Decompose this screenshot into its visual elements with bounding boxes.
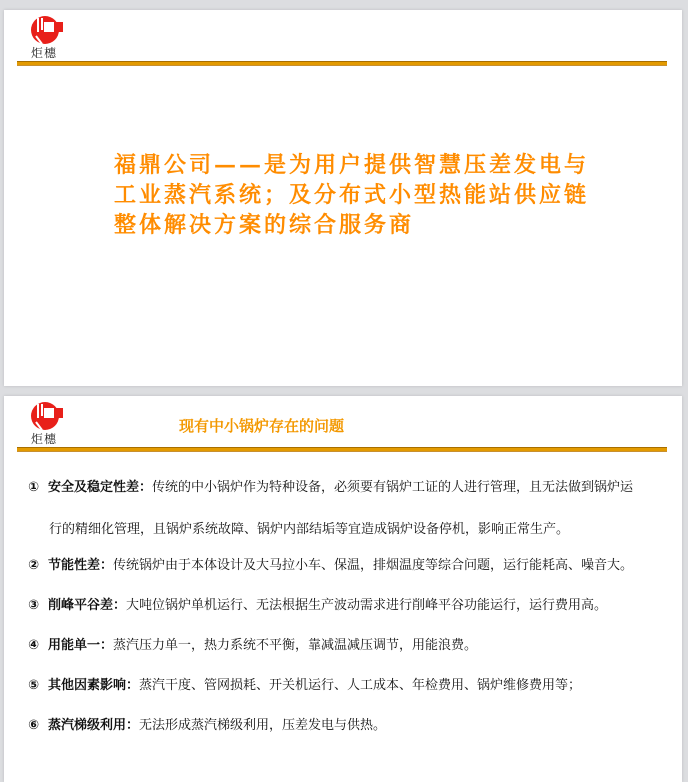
item-label: 蒸汽梯级利用： <box>48 718 140 733</box>
problem-item <box>28 480 668 496</box>
logo-text: 炬橞 <box>31 432 58 446</box>
item-label: 安全及稳定性差： <box>48 480 153 495</box>
slide-1 <box>4 10 682 386</box>
problem-item <box>28 718 668 734</box>
item-text: 大吨位锅炉单机运行、无法根据生产波动需求进行削峰平谷功能运行，运行费用高。 <box>126 598 608 613</box>
item-number: ③ <box>28 598 40 613</box>
item-number: ⑤ <box>28 678 40 693</box>
item-text: 无法形成蒸汽梯级利用，压差发电与供热。 <box>139 718 387 733</box>
company-logo <box>30 14 70 46</box>
item-label: 其他因素影响： <box>48 678 140 693</box>
problem-item <box>28 678 668 694</box>
slide-title: 现有中小锅炉存在的问题 <box>179 417 345 435</box>
problem-item <box>28 638 668 654</box>
problem-item <box>28 598 668 614</box>
problem-item <box>28 558 668 574</box>
item-text: 蒸汽干度、管网损耗、开关机运行、人工成本、年检费用、锅炉维修费用等； <box>139 678 582 693</box>
item-text: 传统的中小锅炉作为特种设备，必须要有锅炉工证的人进行管理，且无法做到锅炉运 <box>152 480 634 495</box>
item-text: 蒸汽压力单一，热力系统不平衡，靠减温减压调节，用能浪费。 <box>113 638 478 653</box>
item-number: ⑥ <box>28 718 40 733</box>
header-rule <box>17 61 667 66</box>
item-number: ② <box>28 558 40 573</box>
item-label: 削峰平谷差： <box>48 598 127 613</box>
headline: 福鼎公司——是为用户提供智慧压差发电与工业蒸汽系统；及分布式小型热能站供应链整体解决方案的综合服务商 <box>114 152 590 238</box>
slide-2 <box>4 396 682 782</box>
header-rule <box>17 447 667 452</box>
item-label: 节能性差： <box>48 558 114 573</box>
item-number: ④ <box>28 638 40 653</box>
item-text-continued: 行的精细化管理，且锅炉系统故障、锅炉内部结垢等宜造成锅炉设备停机，影响正常生产。 <box>49 522 570 537</box>
company-logo <box>30 400 70 432</box>
item-number: ① <box>28 480 40 495</box>
logo-text: 炬橞 <box>31 46 58 60</box>
item-text: 传统锅炉由于本体设计及大马拉小车、保温，排烟温度等综合问题，运行能耗高、噪音大。 <box>113 558 634 573</box>
item-label: 用能单一： <box>48 638 114 653</box>
